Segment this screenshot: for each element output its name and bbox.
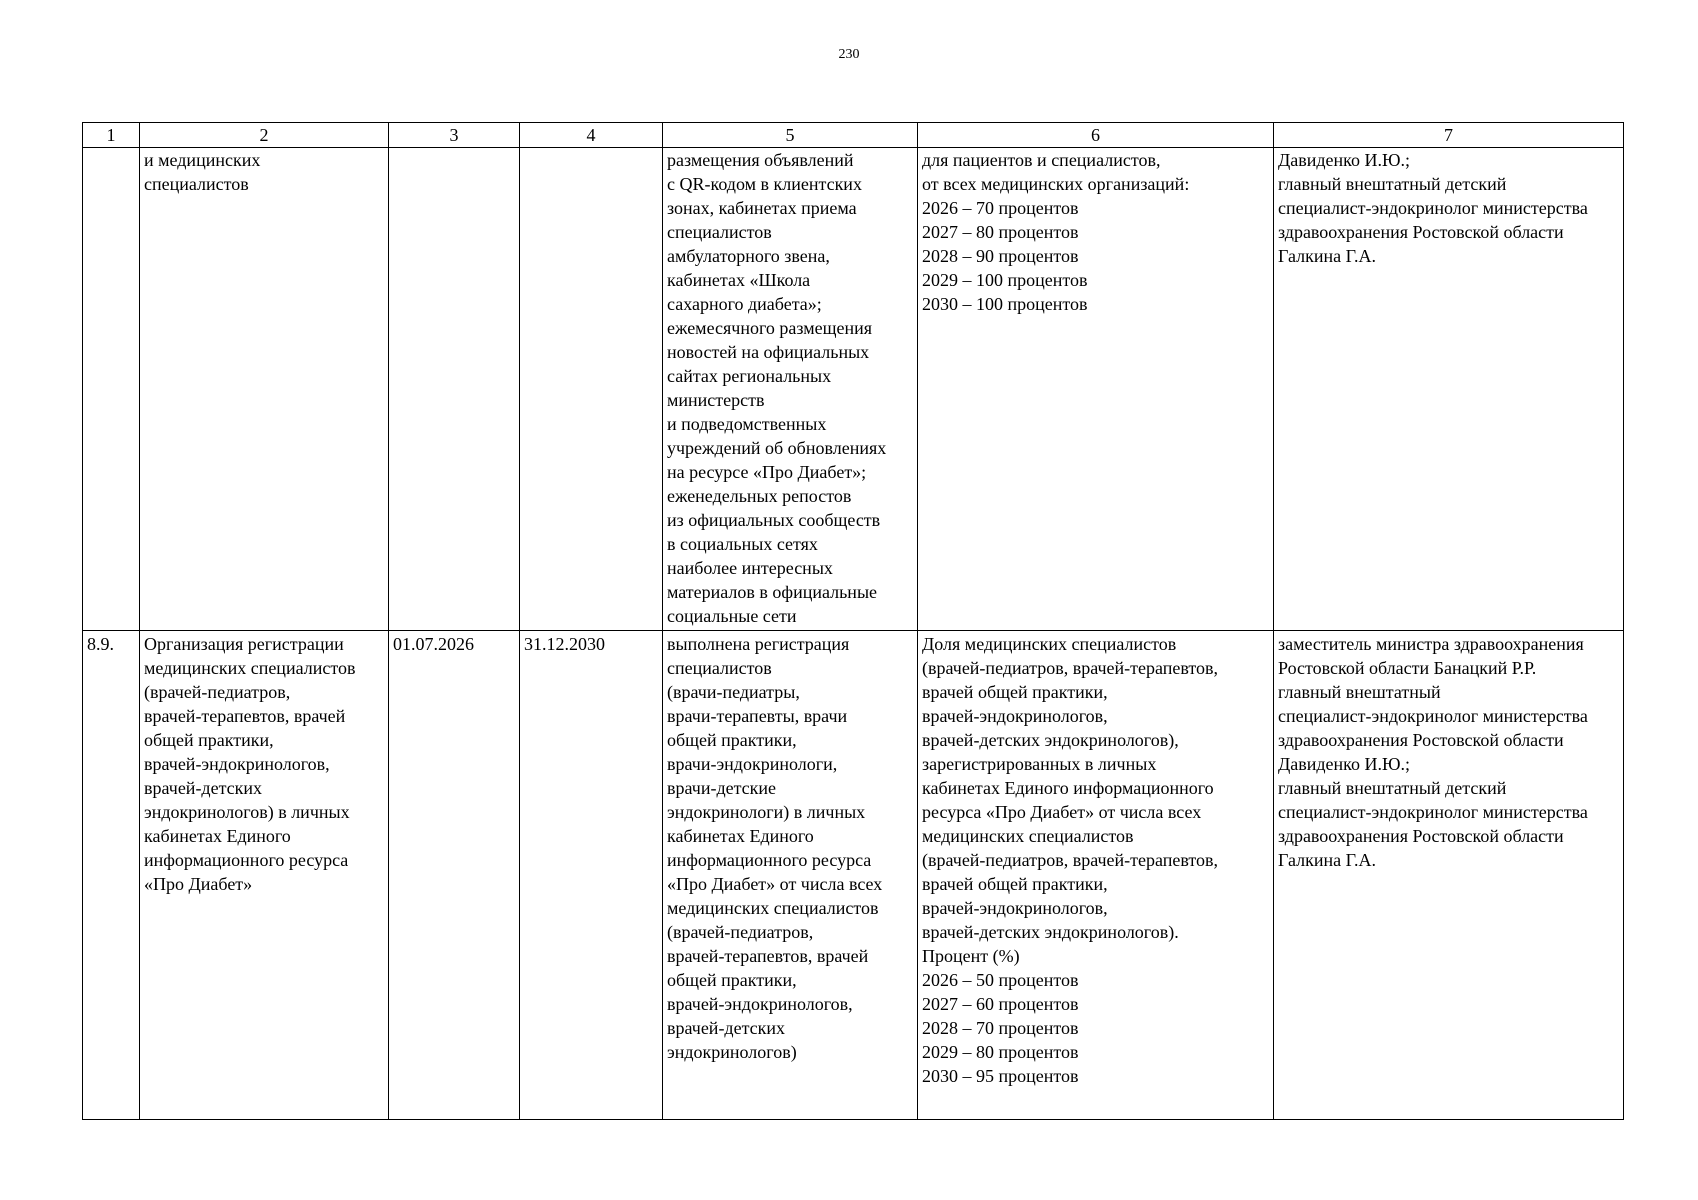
text-line: 2030 – 95 процентов — [922, 1066, 1079, 1086]
text-line: здравоохранения Ростовской области — [1278, 222, 1564, 242]
text-line: эндокринологов) в личных — [144, 802, 350, 822]
text-line: 2026 – 70 процентов — [922, 198, 1079, 218]
text-line: еженедельных репостов — [667, 486, 852, 506]
text-line: (врачей-педиатров, врачей-терапевтов, — [922, 658, 1219, 678]
text-line: главный внештатный детский — [1278, 778, 1507, 798]
cell-result — [663, 148, 918, 631]
text-line: врачи-детские — [667, 778, 777, 798]
cell-start-date: 01.07.2026 — [389, 631, 520, 1120]
text-line: врачи-эндокринологи, — [667, 754, 838, 774]
text-line: ресурса «Про Диабет» от числа всех — [922, 802, 1202, 822]
text-line: 2027 – 60 процентов — [922, 994, 1079, 1014]
text-line: общей практики, — [144, 730, 274, 750]
text-line: с QR-кодом в клиентских — [667, 174, 862, 194]
text-line: эндокринологи) в личных — [667, 802, 866, 822]
text-line: информационного ресурса — [667, 850, 872, 870]
text-line: общей практики, — [667, 730, 797, 750]
cell-result — [663, 631, 918, 1120]
text-line: 2027 – 80 процентов — [922, 222, 1079, 242]
cell-indicator — [918, 148, 1274, 631]
text-line: в социальных сетях — [667, 534, 818, 554]
text-line: здравоохранения Ростовской области — [1278, 826, 1564, 846]
text-line: врачей-эндокринологов, — [922, 898, 1108, 918]
text-line: врачей-эндокринологов, — [144, 754, 330, 774]
text-line: врачей-детских — [667, 1018, 786, 1038]
text-line: и медицинских — [144, 150, 261, 170]
cell-end-date — [520, 148, 663, 631]
text-line: 2026 – 50 процентов — [922, 970, 1079, 990]
text-line: Организация регистрации — [144, 634, 344, 654]
cell-name — [140, 148, 389, 631]
text-line: медицинских специалистов — [144, 658, 356, 678]
text-line: Процент (%) — [922, 946, 1020, 966]
text-line: сайтах региональных — [667, 366, 832, 386]
text-line: врачей-детских — [144, 778, 263, 798]
text-line: зонах, кабинетах приема — [667, 198, 857, 218]
text-line: здравоохранения Ростовской области — [1278, 730, 1564, 750]
text-line: и подведомственных — [667, 414, 827, 434]
text-line: главный внештатный — [1278, 682, 1441, 702]
text-line: Галкина Г.А. — [1278, 850, 1376, 870]
text-line: врачей-детских эндокринологов), — [922, 730, 1179, 750]
text-line: врачей-эндокринологов, — [667, 994, 853, 1014]
text-line: «Про Диабет» от числа всех — [667, 874, 883, 894]
text-line: врачей-эндокринологов, — [922, 706, 1108, 726]
text-line: медицинских специалистов — [922, 826, 1134, 846]
text-line: из официальных сообществ — [667, 510, 881, 530]
text-line: медицинских специалистов — [667, 898, 879, 918]
text-line: 2028 – 70 процентов — [922, 1018, 1079, 1038]
column-header: 1 — [83, 123, 140, 148]
table-row — [83, 148, 1624, 631]
text-line: кабинетах Единого — [144, 826, 291, 846]
text-line: выполнена регистрация — [667, 634, 850, 654]
text-line: общей практики, — [667, 970, 797, 990]
text-line: специалистов — [667, 658, 772, 678]
text-line: главный внештатный детский — [1278, 174, 1507, 194]
text-line: ежемесячного размещения — [667, 318, 873, 338]
text-line: врачей-терапевтов, врачей — [667, 946, 869, 966]
cell-number — [83, 148, 140, 631]
text-line: эндокринологов) — [667, 1042, 797, 1062]
column-header: 4 — [520, 123, 663, 148]
text-line: 2029 – 100 процентов — [922, 270, 1088, 290]
text-line: (врачей-педиатров, — [667, 922, 814, 942]
text-line: сахарного диабета»; — [667, 294, 822, 314]
column-header: 3 — [389, 123, 520, 148]
text-line: Доля медицинских специалистов — [922, 634, 1177, 654]
text-line: на ресурсе «Про Диабет»; — [667, 462, 867, 482]
cell-start-date — [389, 148, 520, 631]
text-line: кабинетах «Школа — [667, 270, 811, 290]
text-line: (врачи-педиатры, — [667, 682, 800, 702]
text-line: материалов в официальные — [667, 582, 878, 602]
table-row — [83, 631, 1624, 1120]
text-line: (врачей-педиатров, — [144, 682, 291, 702]
text-line: врачей-терапевтов, врачей — [144, 706, 346, 726]
text-line: Галкина Г.А. — [1278, 246, 1376, 266]
text-line: специалистов — [144, 174, 249, 194]
text-line: министерств — [667, 390, 765, 410]
text-line: врачей общей практики, — [922, 682, 1108, 702]
text-line: социальные сети — [667, 606, 797, 626]
text-line: специалист-эндокринолог министерства — [1278, 198, 1588, 218]
text-line: для пациентов и специалистов, — [922, 150, 1161, 170]
text-line: врачей-детских эндокринологов). — [922, 922, 1179, 942]
cell-responsible — [1274, 148, 1624, 631]
text-line: зарегистрированных в личных — [922, 754, 1157, 774]
column-header: 5 — [663, 123, 918, 148]
text-line: (врачей-педиатров, врачей-терапевтов, — [922, 850, 1219, 870]
text-line: учреждений об обновлениях — [667, 438, 887, 458]
column-header: 6 — [918, 123, 1274, 148]
text-line: Давиденко И.Ю.; — [1278, 150, 1411, 170]
text-line: 2028 – 90 процентов — [922, 246, 1079, 266]
text-line: 2030 – 100 процентов — [922, 294, 1088, 314]
text-line: от всех медицинских организаций: — [922, 174, 1190, 194]
cell-name — [140, 631, 389, 1120]
text-line: амбулаторного звена, — [667, 246, 830, 266]
column-header: 7 — [1274, 123, 1624, 148]
header-row — [83, 123, 1624, 148]
text-line: заместитель министра здравоохранения — [1278, 634, 1584, 654]
text-line: информационного ресурса — [144, 850, 349, 870]
text-line: 2029 – 80 процентов — [922, 1042, 1079, 1062]
text-line: специалист-эндокринолог министерства — [1278, 802, 1588, 822]
text-line: врачи-терапевты, врачи — [667, 706, 848, 726]
text-line: Ростовской области Банацкий Р.Р. — [1278, 658, 1537, 678]
text-line: Давиденко И.Ю.; — [1278, 754, 1411, 774]
cell-responsible — [1274, 631, 1624, 1120]
page-number: 230 — [838, 47, 860, 62]
cell-end-date: 31.12.2030 — [520, 631, 663, 1120]
text-line: «Про Диабет» — [144, 874, 253, 894]
cell-indicator — [918, 631, 1274, 1120]
text-line: новостей на официальных — [667, 342, 870, 362]
text-line: кабинетах Единого информационного — [922, 778, 1214, 798]
plan-table — [82, 122, 1624, 1120]
cell-number: 8.9. — [83, 631, 140, 1120]
text-line: врачей общей практики, — [922, 874, 1108, 894]
text-line: размещения объявлений — [667, 150, 854, 170]
column-header: 2 — [140, 123, 389, 148]
text-line: специалистов — [667, 222, 772, 242]
text-line: специалист-эндокринолог министерства — [1278, 706, 1588, 726]
text-line: наиболее интересных — [667, 558, 833, 578]
text-line: кабинетах Единого — [667, 826, 814, 846]
